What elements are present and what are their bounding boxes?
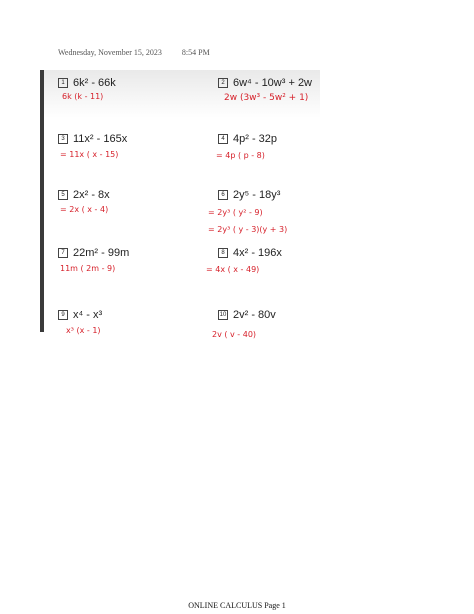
handwritten-answer: = 4p ( p - 8) [216,151,265,160]
problem-3 [58,133,127,145]
problem-expression: 4x² - 196x [233,247,282,259]
problem-4 [218,133,277,145]
problem-7 [58,247,129,259]
problem-number-box: 4 [218,134,228,144]
handwritten-answer: = 2y³ ( y² - 9) [208,208,263,217]
handwritten-answer: x³ (x - 1) [66,326,101,335]
header-time: 8:54 PM [181,48,210,57]
problem-number-box: 1 [58,78,68,88]
problem-expression: 2y⁵ - 18y³ [233,189,281,201]
handwritten-answer: = 2y³ ( y - 3)(y + 3) [208,225,288,234]
problem-number-box: 2 [218,78,228,88]
worksheet-margin-bar [40,70,44,332]
handwritten-answer: 11m ( 2m - 9) [60,264,116,273]
handwritten-answer: = 4x ( x - 49) [206,265,260,274]
problem-expression: 22m² - 99m [73,247,130,259]
problem-number-box: 7 [58,248,68,258]
handwritten-answer: 6k (k - 11) [62,92,104,101]
problem-1 [58,77,116,89]
problem-number-box: 6 [218,190,228,200]
handwritten-answer: = 11x ( x - 15) [60,150,119,159]
problem-expression: 11x² - 165x [73,133,128,145]
page-header [58,48,210,57]
problem-expression: 4p² - 32p [233,133,278,145]
problem-number-box: 3 [58,134,68,144]
problem-expression: x⁴ - x³ [73,309,103,321]
problem-number-box: 8 [218,248,228,258]
problem-8 [218,247,282,259]
problem-number-box: 5 [58,190,68,200]
handwritten-answer: 2w (3w³ - 5w² + 1) [224,93,309,103]
header-date: Wednesday, November 15, 2023 [58,48,162,57]
problem-expression: 2x² - 8x [73,189,110,201]
problem-expression: 6k² - 66k [73,77,116,89]
handwritten-answer: = 2x ( x - 4) [60,205,109,214]
problem-10 [218,309,276,321]
handwritten-answer: 2v ( v - 40) [212,330,257,339]
problem-number-box: 10 [219,312,227,318]
problem-9 [58,309,102,321]
problem-expression: 6w⁴ - 10w³ + 2w [233,77,313,89]
problem-5 [58,189,110,201]
problem-6 [218,189,280,201]
page-footer: ONLINE CALCULUS Page 1 [188,601,286,610]
problem-2 [218,77,312,89]
problem-number-box: 9 [58,310,68,320]
problem-expression: 2v² - 80v [233,309,276,321]
